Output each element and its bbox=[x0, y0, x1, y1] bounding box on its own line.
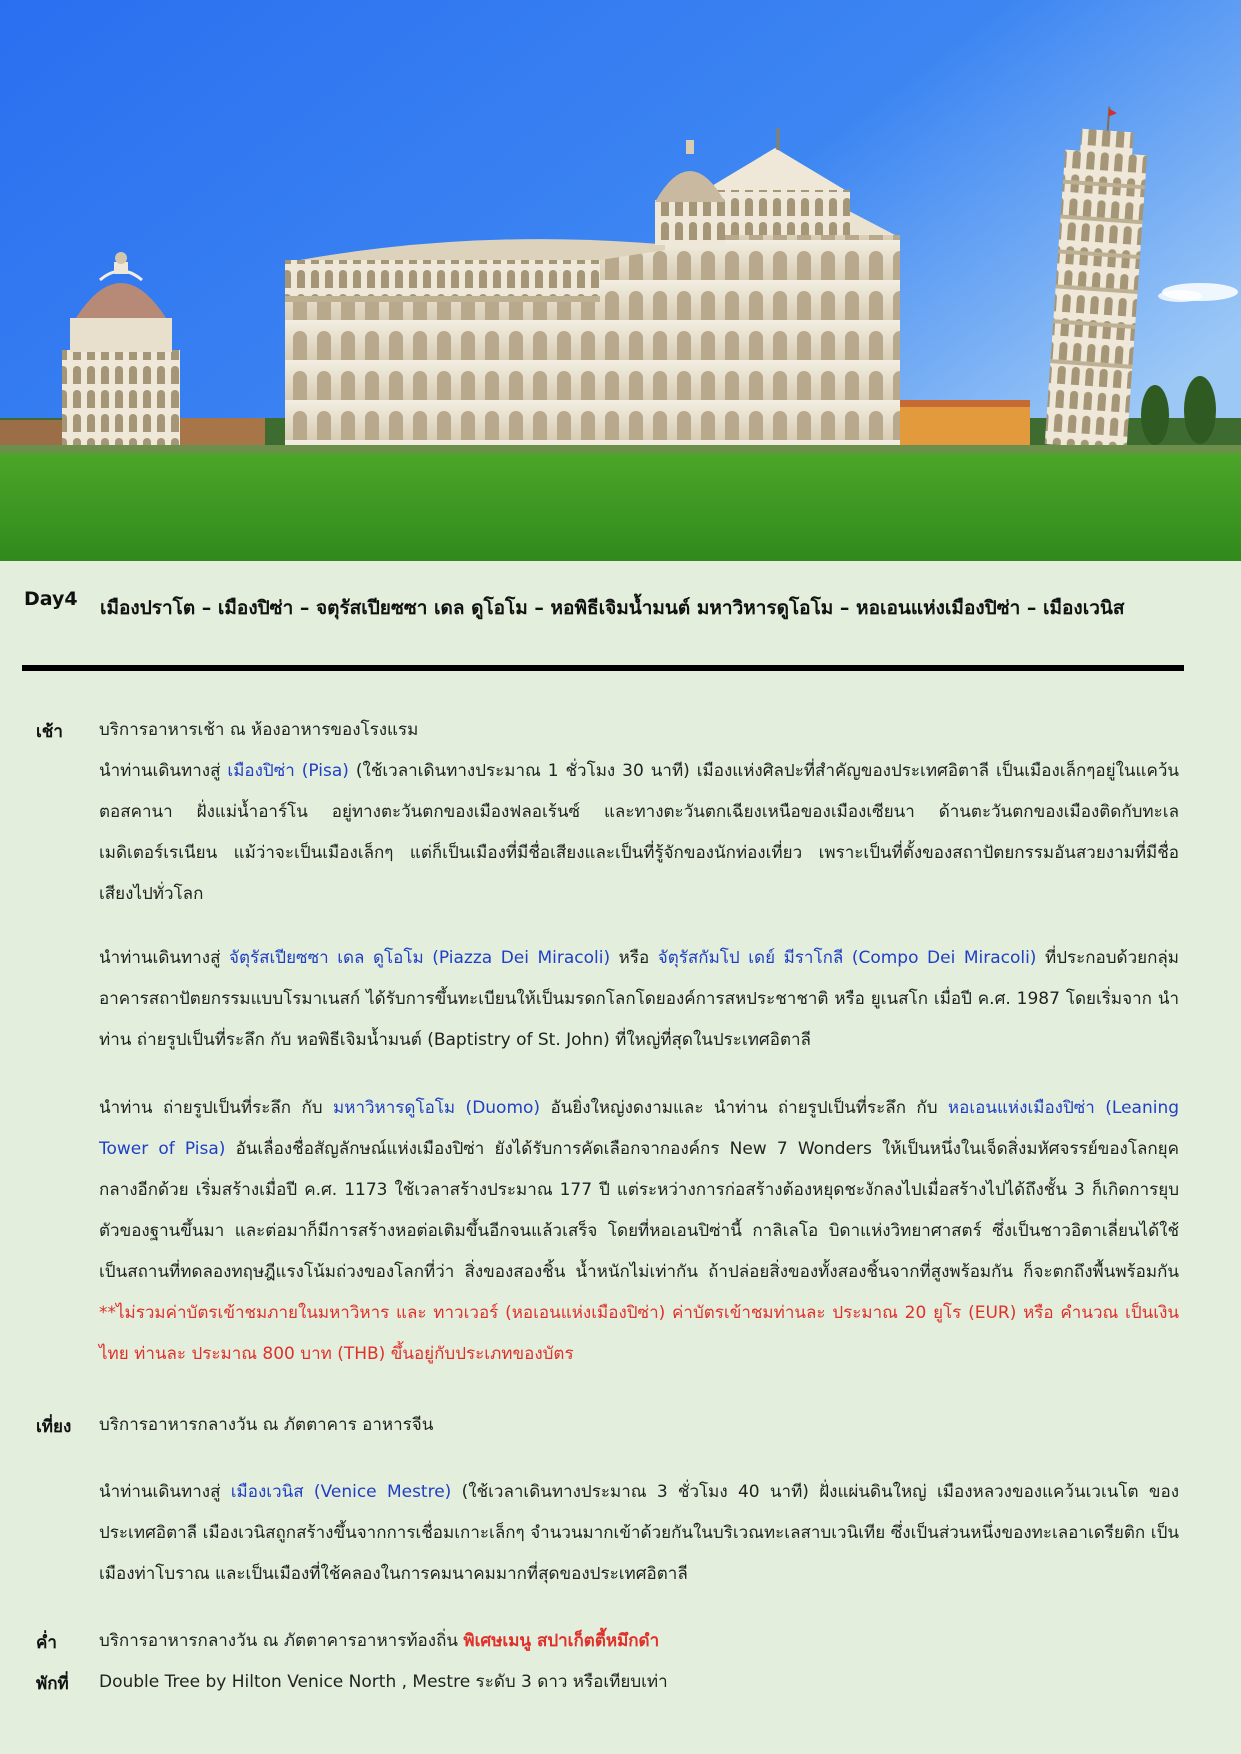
day-title: เมืองปราโต – เมืองปิซ่า – จตุรัสเปียซซา เดล ดูโอโม – หอพิธีเจิมน้ำมนต์ มหาวิหารดูโอโม – หอเอนแห่งเมืองปิซ่า – เมืองเวนิส bbox=[100, 597, 1125, 619]
duomo-intro: นำท่าน ถ่ายรูปเป็นที่ระลึก กับ bbox=[99, 1098, 334, 1118]
ticket-note: **ไม่รวมค่าบัตรเข้าชมภายในมหาวิหาร และ ทาวเวอร์ (หอเอนแห่งเมืองปิซ่า) ค่าบัตรเข้าชมท่านละ ประมาณ 20 ยูโร (EUR) หรือ คำนวณ เป็นเงินไทย ท่านละ ประมาณ 800 บาท (THB) ขึ้นอยู่กับประเภทของบัตร bbox=[99, 1303, 1179, 1364]
venice-link: เมืองเวนิส (Venice Mestre) bbox=[230, 1482, 452, 1502]
pisa-paragraph bbox=[99, 751, 1179, 915]
evening-label: ค่ำ bbox=[36, 1633, 57, 1653]
venice-paragraph bbox=[99, 1472, 1179, 1595]
dinner-text bbox=[99, 1621, 1179, 1662]
campo-link: จัตุรัสกัมโป เดย์ มีราโกลี (Compo Dei Miracoli) bbox=[657, 948, 1037, 968]
dinner-intro: บริการอาหารกลางวัน ณ ภัตตาคารอาหารท้องถิ่น bbox=[99, 1631, 464, 1651]
pisa-intro: นำท่านเดินทางสู่ bbox=[99, 761, 228, 781]
piazza-description: ที่ประกอบด้วยกลุ่มอาคารสถาปัตยกรรมแบบโรมาเนสก์ ได้รับการขึ้นทะเบียนให้เป็นมรดกโลกโดยองค์การสหประชาชาติ หรือ ยูเนสโก เมื่อปี ค.ศ. 1987 โดยเริ่มจาก นำท่าน ถ่ายรูปเป็นที่ระลึก กับ หอพิธีเจิมน้ำมนต์ (Baptistry of St. John) ที่ใหญ่ที่สุดในประเทศอิตาลี bbox=[99, 948, 1180, 1050]
duomo-middle: อันยิ่งใหญ่งดงามและ นำท่าน ถ่ายรูปเป็นที่ระลึก กับ bbox=[540, 1098, 948, 1118]
dinner-special: พิเศษเมนู สปาเก็ตตี้หมึกดำ bbox=[463, 1631, 660, 1651]
duomo-link: มหาวิหารดูโอโม (Duomo) bbox=[333, 1098, 541, 1118]
pisa-link: เมืองปิซ่า (Pisa) bbox=[227, 761, 349, 781]
hotel-text: Double Tree by Hilton Venice North , Mestre ระดับ 3 ดาว หรือเทียบเท่า bbox=[99, 1672, 668, 1692]
piazza-intro: นำท่านเดินทางสู่ bbox=[99, 948, 229, 968]
venice-description: (ใช้เวลาเดินทางประมาณ 3 ชั่วโมง 40 นาที) ฝั่งแผ่นดินใหญ่ เมืองหลวงของแคว้นเวเนโต ของประเทศอิตาลี เมืองเวนิสถูกสร้างขึ้นจากการเชื่อมเกาะเล็กๆ จำนวนมากเข้าด้วยกันในบริเวณทะเลสาบเวนิเทีย ซึ่งเป็นส่วนหนึ่งของทะเลอาเดรียติก เป็นเมืองท่าโบราณ และเป็นเมืองที่ใช้คลองในการคมนาคมมากที่สุดของประเทศอิตาลี bbox=[99, 1482, 1179, 1584]
hero-image bbox=[0, 0, 1241, 561]
hotel-label: พักที่ bbox=[36, 1674, 69, 1694]
noon-label: เที่ยง bbox=[36, 1417, 72, 1437]
morning-label: เช้า bbox=[36, 722, 63, 742]
tower-description: อันเลื่องชื่อสัญลักษณ์แห่งเมืองปิซ่า ยังได้รับการคัดเลือกจากองค์กร New 7 Wonders ให้เป็นหนึ่งในเจ็ดสิ่งมหัศจรรย์ของโลกยุคกลางอีกด้วย เริ่มสร้างเมื่อปี ค.ศ. 1173 ใช้เวลาสร้างประมาณ 177 ปี แต่ระหว่างการก่อสร้างต้องหยุดชะงักลงไปเมื่อสร้างไปได้ถึงชั้น 3 ก็เกิดการยุบตัวของฐานขึ้นมา และต่อมาก็มีการสร้างหอต่อเติมขึ้นอีกจนแล้วเสร็จ โดยที่หอเอนปิซ่านี้ กาลิเลโอ บิดาแห่งวิทยาศาสตร์ ซึ่งเป็นชาวอิตาเลี่ยนได้ใช้เป็นสถานที่ทดลองทฤษฎีแรงโน้มถ่วงของโลกที่ว่า สิ่งของสองชิ้น น้ำหนักไม่เท่ากัน ถ้าปล่อยสิ่งของทั้งสองชิ้นจากที่สูงพร้อมกัน ก็จะตกถึงพื้นพร้อมกัน bbox=[99, 1139, 1180, 1282]
piazza-link: จัตุรัสเปียซซา เดล ดูโอโม (Piazza Dei Miracoli) bbox=[228, 948, 611, 968]
breakfast-text: บริการอาหารเช้า ณ ห้องอาหารของโรงแรม bbox=[99, 720, 419, 740]
lunch-text: บริการอาหารกลางวัน ณ ภัตตาคาร อาหารจีน bbox=[99, 1415, 434, 1435]
piazza-or: หรือ bbox=[610, 948, 658, 968]
piazza-paragraph bbox=[99, 938, 1179, 1061]
day-label: Day4 bbox=[24, 588, 78, 610]
venice-intro: นำท่านเดินทางสู่ bbox=[99, 1482, 231, 1502]
header-divider bbox=[22, 665, 1184, 671]
tower-link: หอเอนแห่งเมืองปิซ่า (Leaning Tower of Pisa) bbox=[99, 1098, 1180, 1159]
pisa-description: (ใช้เวลาเดินทางประมาณ 1 ชั่วโมง 30 นาที) เมืองแห่งศิลปะที่สำคัญของประเทศอิตาลี เป็นเมืองเล็กๆอยู่ในแคว้นตอสคานา ฝั่งแม่น้ำอาร์โน อยู่ทางตะวันตกของเมืองฟลอเร้นซ์ และทางตะวันตกเฉียงเหนือของเมืองเซียนา ด้านตะวันตกของเมืองติดกับทะเลเมดิเตอร์เรเนียน แม้ว่าจะเป็นเมืองเล็กๆ แต่ก็เป็นเมืองที่มีชื่อเสียงและเป็นที่รู้จักของนักท่องเที่ยว เพราะเป็นที่ตั้งของสถาปัตยกรรมอันสวยงามที่มีชื่อเสียงไปทั่วโลก bbox=[99, 761, 1179, 904]
duomo-paragraph bbox=[99, 1088, 1179, 1375]
